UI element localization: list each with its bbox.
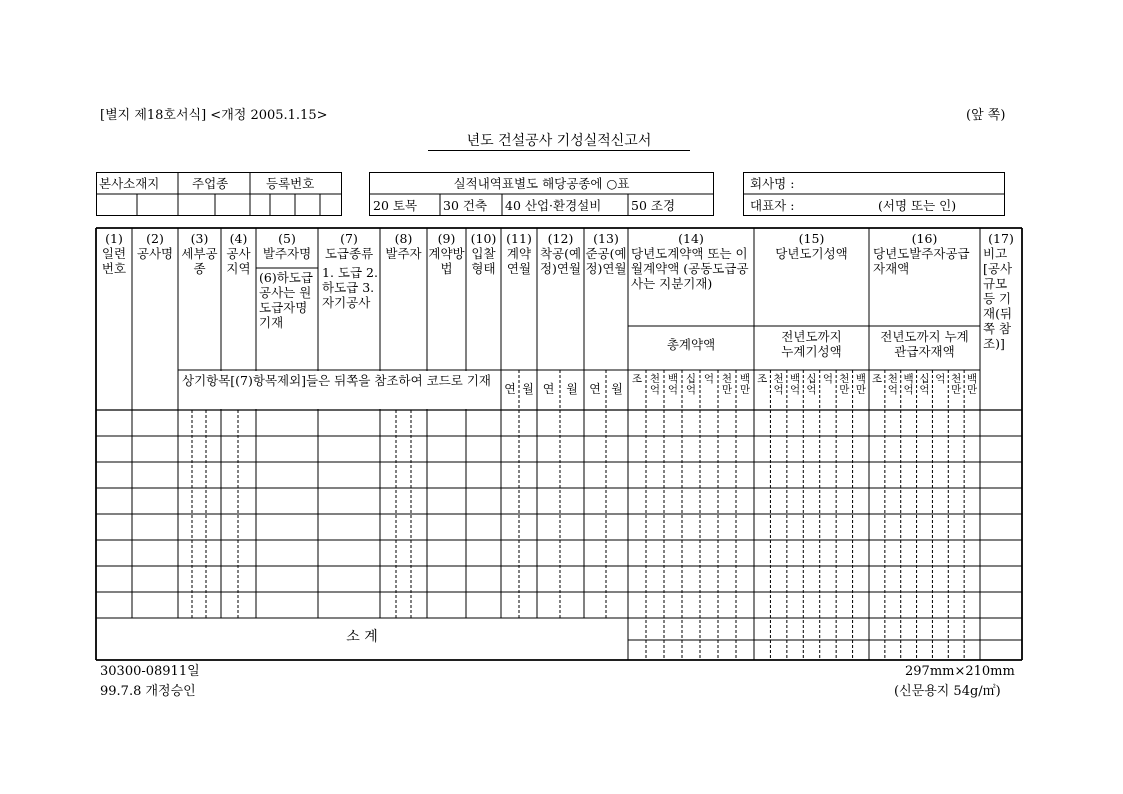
money-unit: 천억 [887, 373, 898, 396]
paper-type: (신문용지 54g/㎡) [894, 684, 1001, 699]
col-label-17: 비고 [공사규모 등 기재(뒤쪽 참조)] [983, 246, 1013, 351]
signature-label: (서명 또는 인) [878, 198, 957, 213]
code-note: 상기항목[(7)항목제외]들은 뒤쪽을 참조하여 코드로 기재 [182, 373, 492, 388]
col-num-8: (9) [437, 231, 456, 246]
option-landscape[interactable]: 50 조경 [631, 198, 676, 213]
col-label-2: 공사명 [136, 246, 174, 261]
col-num-9: (10) [470, 231, 497, 246]
money-unit: 백억 [903, 373, 914, 396]
col-num-14: (15) [798, 231, 825, 246]
option-civil[interactable]: 20 토목 [373, 198, 418, 213]
page-side-label: (앞 쪽) [966, 108, 1006, 123]
money-unit: 천억 [773, 373, 784, 396]
money-unit: 백만 [855, 373, 866, 396]
col-label-1: 일련번호 [101, 246, 127, 276]
col-label-15: 당년도기성액 [775, 246, 848, 261]
money-unit: 조 [757, 373, 768, 385]
col-label-14: 당년도계약액 또는 이월계약액 (공동도급공사는 지분기재) [631, 246, 749, 291]
col-num-10: (11) [506, 231, 532, 246]
money-unit: 조 [871, 373, 882, 385]
col-num-3: (3) [190, 231, 209, 246]
money-unit: 억 [822, 373, 833, 385]
col-num-16: (17) [988, 231, 1014, 246]
money-unit: 백억 [789, 373, 801, 396]
col-label-3: 세부공종 [181, 246, 218, 276]
work-type-heading: 실적내역표별도 해당공종에 ○표 [453, 176, 630, 191]
col-label-9: 입찰형태 [471, 246, 496, 276]
col-sub-15: 전년도까지 누계기성액 [781, 329, 842, 359]
money-unit: 천만 [721, 373, 733, 396]
col-num-11: (12) [547, 231, 574, 246]
form-code: 30300-08911일 [100, 664, 200, 679]
company-name-label: 회사명 : [750, 176, 795, 191]
money-unit: 십억 [919, 373, 930, 396]
form-reference: [별지 제18호서식] <개정 2005.1.15> [100, 108, 328, 123]
col-num-1: (1) [105, 231, 123, 246]
col-num-6: (7) [340, 231, 358, 246]
main-industry-label: 주업종 [192, 176, 229, 191]
money-unit: 천만 [951, 373, 962, 396]
money-unit: 천억 [649, 373, 661, 396]
col-num-2: (2) [146, 231, 164, 246]
col-sub-14: 총계약액 [666, 337, 716, 352]
col-label-4: 공사지역 [226, 246, 251, 276]
option-industrial[interactable]: 40 산업·환경설비 [505, 198, 602, 213]
money-unit: 십억 [685, 373, 697, 396]
col-label-16: 당년도발주자공급자재액 [873, 246, 970, 276]
money-unit: 백만 [739, 373, 751, 396]
month-unit: 월 [611, 382, 623, 396]
col-label-7: 도급종류 [324, 246, 374, 261]
subtotal-label: 소 계 [346, 629, 378, 645]
col-sub-16: 전년도까지 누계관급자재액 [880, 329, 969, 359]
money-unit: 백만 [966, 373, 978, 396]
year-unit: 연 [589, 382, 601, 396]
money-unit: 억 [703, 373, 715, 385]
money-unit: 천만 [839, 373, 850, 396]
col-label-6: (6)하도급 공사는 원도급자명기재 [259, 270, 313, 330]
year-unit: 연 [504, 382, 516, 396]
money-unit: 조 [631, 373, 643, 385]
col-label-12: 준공(예정)연월 [585, 246, 627, 276]
money-unit: 백억 [667, 373, 679, 396]
col-label-11: 착공(예정)연월 [539, 246, 582, 276]
col-num-15: (16) [911, 231, 938, 246]
col-label-7: 발주자 [385, 246, 422, 261]
col-label-7-options: 1. 도급 2. 하도급 3. 자기공사 [322, 265, 378, 310]
month-unit: 월 [522, 382, 534, 396]
paper-size: 297mm×210mm [905, 664, 1015, 679]
document-title: 년도 건설공사 기성실적신고서 [428, 134, 690, 151]
year-unit: 연 [542, 382, 555, 396]
col-num-13: (14) [678, 231, 704, 246]
col-num-7: (8) [394, 231, 413, 246]
money-unit: 십억 [806, 373, 817, 396]
col-label-10: 계약연월 [506, 246, 532, 276]
representative-label: 대표자 : [750, 198, 795, 213]
option-building[interactable]: 30 건축 [443, 198, 488, 213]
hq-location-label: 본사소재지 [99, 176, 160, 191]
col-label-5: 발주자명 [262, 246, 312, 261]
col-num-5: (5) [278, 231, 296, 246]
col-num-12: (13) [593, 231, 619, 246]
approval-date: 99.7.8 개정승인 [100, 684, 196, 699]
col-label-8: 계약방법 [428, 246, 465, 276]
col-num-4: (4) [229, 231, 248, 246]
registration-number-label: 등록번호 [266, 176, 315, 191]
money-unit: 억 [935, 373, 946, 385]
month-unit: 월 [566, 382, 578, 396]
